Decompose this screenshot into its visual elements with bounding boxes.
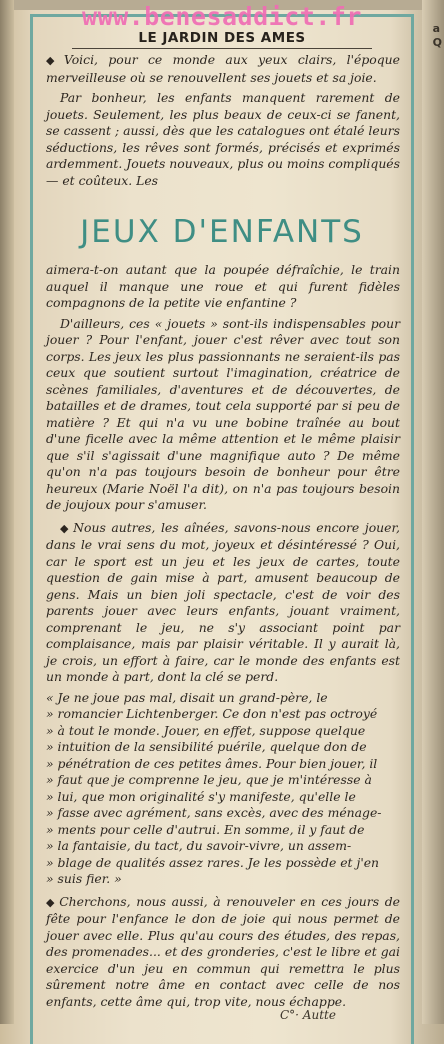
intro-paragraph: Par bonheur, les enfants manquent rarement de jouets. Seulement, les plus beaux de ceux-ci se fanent, se cassent ; aussi, dès que les catalogues ont étalé leurs séductions, les rêves sont formés, précisés et exprimés ardemment. Jouets nouveaux, plus ou moins compliqués — et coûteux. Les [46, 90, 400, 188]
intro-text: Voici, pour ce monde aux yeux clairs, l'époque merveilleuse où se renouvellent ses jouets et sa joie. [46, 52, 400, 85]
quote-line: » fasse avec agrément, sans excès, avec des ménage- [46, 805, 382, 820]
closing-text: Cherchons, nous aussi, à renouveler en ces jours de fête pour l'enfance le don de joie qui nous permet de jouer avec elle. Plus qu'au cours des études, des repas, des promenades... et des gronderies, c'est le libre et gai exercice d'un jeu en commun qui remettra le plus sûrement notre âme en contact avec celle de nos enfants, cette âme qui, trop vite, nous échappe. [46, 893, 400, 1009]
header-rule [72, 48, 372, 49]
page-shadow-right [422, 0, 444, 1024]
quote-line: » ments pour celle d'autrui. En somme, il y faut de [46, 821, 365, 837]
body-paragraph: aimera-t-on autant que la poupée défraîchie, le train auquel il manque une roue et qui furent fidèles compagnons de la petite vie enfantine ? [46, 262, 400, 310]
quote-line: » romancier Lichtenberger. Ce don n'est pas octroyé [46, 706, 378, 721]
quote-line: » pénétration de ces petites âmes. Pour bien jouer, il [46, 755, 378, 771]
diamond-bullet-icon: ◆ [46, 895, 57, 909]
section-header: LE JARDIN DES AMES [138, 30, 306, 46]
quote-line: « Je ne joue pas mal, disait un grand-père, le [46, 689, 328, 705]
article-title: JEUX D'ENFANTS [80, 214, 364, 250]
diamond-bullet-icon: ◆ [60, 521, 71, 535]
intro-block [46, 52, 400, 193]
fragment-line: a [432, 22, 441, 35]
quote-line: » lui, que mon originalité s'y manifeste, qu'elle le [46, 788, 356, 804]
fragment-line: Q [432, 36, 442, 49]
quote-line: » suis fier. » [46, 871, 122, 886]
quote-line: » à tout le monde. Jouer, en effet, suppose quelque [46, 722, 366, 738]
quote-line: » la fantaisie, du tact, du savoir-vivre, un assem- [46, 838, 352, 853]
author-signature: C°· Autte [280, 1008, 336, 1022]
quote-block [46, 690, 400, 888]
body-paragraph [46, 520, 400, 686]
quote-line: » intuition de la sensibilité puérile, quelque don de [46, 739, 367, 754]
diamond-bullet-icon: ◆ [46, 54, 61, 67]
body-text: Nous autres, les aînées, savons-nous encore jouer, dans le vrai sens du mot, joyeux et désintéressé ? Oui, car le sport est un jeu et les jeux de cartes, toute question de gain mise à part, amusent beaucoup de gens. Mais un bien joli spectacle, c'est de voir des parents jouer avec leurs enfants, jouant vraiment, comprenant le jeu, ne s'y associant point par complaisance, mais par plaisir véritable. Il y aurait là, je crois, un effort à faire, car le monde des enfants est un monde à part, dont la clé se perd. [46, 519, 400, 684]
quote-line: » blage de qualités assez rares. Je les possède et j'en [46, 854, 380, 870]
body-block [46, 262, 400, 1014]
intro-paragraph [46, 52, 400, 86]
page-shadow-left [0, 0, 14, 1024]
quote-line: » faut que je comprenne le jeu, que je m'intéresse à [46, 772, 372, 787]
watermark-url: www.benesaddict.fr [82, 2, 362, 31]
body-paragraph: D'ailleurs, ces « jouets » sont-ils indispensables pour jouer ? Pour l'enfant, jouer c'est rêver avec tout son corps. Les jeux les plus passionnants ne seraient-ils pas ceux que soutient surtout l'imagination, créatrice de scènes familiales, d'aventures et de découvertes, de batailles et de drames, tout cela supporté par si peu de matière ? Et qui n'a vu une bobine traînée au bout d'une ficelle avec la même attention et le même plaisir que s'il s'agissait d'une magnifique auto ? De même qu'on n'a pas toujours besoin de bonheur pour être heureux (Marie Noël l'a dit), on n'a pas toujours besoin de joujoux pour s'amuser. [46, 315, 400, 512]
closing-paragraph [46, 894, 400, 1011]
